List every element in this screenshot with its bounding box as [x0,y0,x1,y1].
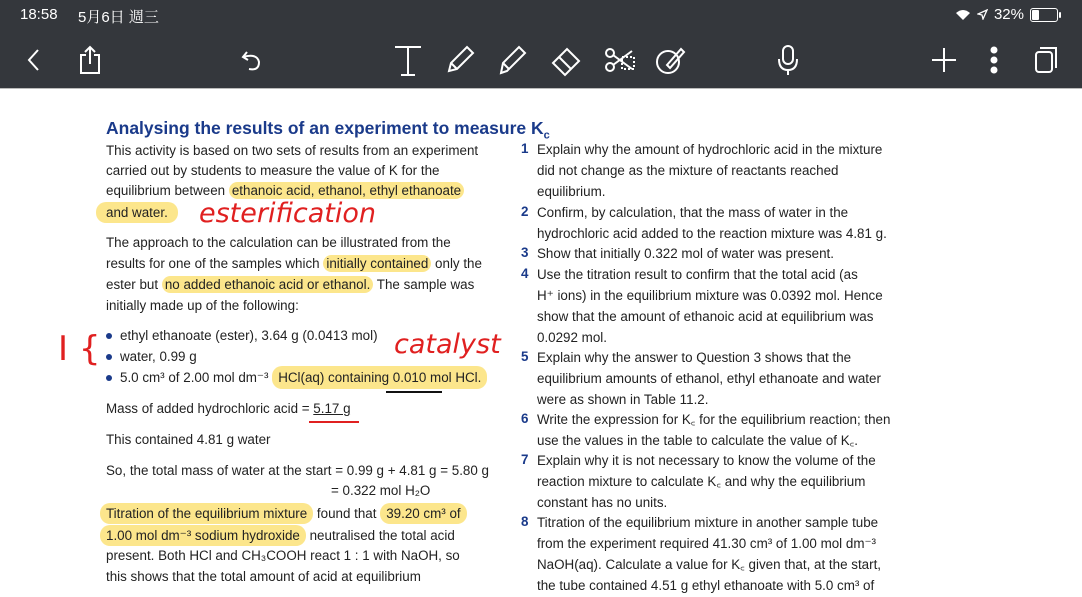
total-water-line: So, the total mass of water at the start = 0.99 g + 4.81 g = 5.80 g [106,463,489,478]
highlight-water: and water. [96,202,178,223]
question-number: 4 [521,266,529,281]
question-line: from the experiment required 41.30 cm³ of 1.00 mol dm⁻³ [537,536,877,551]
add-button[interactable] [924,40,964,80]
question-line: Explain why the answer to Question 3 shows that the [537,350,852,365]
more-vertical-icon [989,46,999,74]
bullet-item: 5.0 cm³ of 2.00 mol dm⁻³ HCl(aq) containing 0.010 mol HCl. [106,368,487,389]
pen-icon [443,43,477,77]
highlight-initially: initially contained [323,255,431,272]
mass-value: 5.17 g [313,401,351,416]
bullet-icon [106,375,112,381]
handwriting-bracket: I { [58,329,101,369]
question-line: NaOH(aq). Calculate a value for K꜀ given that, at the start, [537,557,882,572]
wifi-icon [955,9,971,21]
undo-button[interactable] [232,40,272,80]
question-number: 5 [521,349,529,364]
highlighter-icon [497,43,531,77]
highlighter-tool-button[interactable] [494,40,534,80]
question-line: Show that initially 0.322 mol of water was present. [537,246,834,261]
question-number: 3 [521,245,529,260]
question-line: constant has no units. [537,495,668,510]
question-line: use the values in the table to calculate the value of K꜀. [537,433,859,448]
para4-line2: 1.00 mol dm⁻³ sodium hydroxide neutralised the total acid [100,526,455,547]
pages-icon [1032,45,1060,75]
more-button[interactable] [974,40,1014,80]
eraser-icon [549,43,583,77]
pen-tool-button[interactable] [440,40,480,80]
status-time: 18:58 [20,6,58,23]
bullet-item: ethyl ethanoate (ester), 3.64 g (0.0413 mol) [106,326,378,347]
para1-line2: carried out by students to measure the value of K for the [106,163,440,178]
para4-line4: this shows that the total amount of acid at equilibrium [106,569,421,584]
undo-icon [239,47,265,73]
status-right [955,6,1058,23]
question-line: show that the amount of ethanoic acid at equilibrium was [537,309,874,324]
lasso-tool-button[interactable] [600,40,640,80]
highlight-naoh: 1.00 mol dm⁻³ sodium hydroxide [100,525,306,546]
question-line: equilibrium amounts of ethanol, ethyl ethanoate and water [537,371,881,386]
para2-line3: ester but no added ethanoic acid or ethanol. The sample was [106,277,475,292]
question-line: H⁺ ions) in the equilibrium mixture was 0.0392 mol. Hence [537,288,883,303]
pages-button[interactable] [1026,40,1066,80]
question-line: equilibrium. [537,184,606,199]
battery-icon [1030,8,1058,22]
para4-line3: present. Both HCl and CH₃COOH react 1 : 1 with NaOH, so [106,548,460,563]
question-line: Write the expression for K꜀ for the equilibrium reaction; then [537,412,891,427]
eraser-tool-button[interactable] [546,40,586,80]
status-bar [0,0,1082,28]
contained-line: This contained 4.81 g water [106,432,271,447]
question-line: were as shown in Table 11.2. [537,392,709,407]
question-number: 2 [521,204,529,219]
shapes-icon [653,43,687,77]
para4-line1: Titration of the equilibrium mixture found that 39.20 cm³ of [100,504,467,525]
handwriting-esterification: esterification [199,198,377,229]
handwriting-catalyst: catalyst [394,329,501,360]
highlight-titration: Titration of the equilibrium mixture [100,503,313,524]
para1-line3: equilibrium between ethanoic acid, ethanol, ethyl ethanoate [106,181,464,202]
share-button[interactable] [70,40,110,80]
question-line: reaction mixture to calculate K꜀ and why the equilibrium [537,474,866,489]
scissors-icon [602,43,638,77]
question-line: 0.0292 mol. [537,330,607,345]
question-number: 6 [521,411,529,426]
question-line: Use the titration result to confirm that the total acid (as [537,267,858,282]
status-date: 5月6日 週三 [78,9,159,26]
microphone-icon [775,43,801,77]
highlight-hcl: HCl(aq) containing 0.010 mol HCl. [272,366,487,389]
microphone-button[interactable] [768,40,808,80]
battery-percent: 32% [993,6,1024,23]
para1-line1: This activity is based on two sets of results from an experiment [106,143,479,158]
question-line: hydrochloric acid added to the reaction mixture was 4.81 g. [537,226,887,241]
question-line: Confirm, by calculation, that the mass of water in the [537,205,849,220]
para1-line4 [96,203,178,224]
text-icon [392,43,424,77]
highlight-reactants: ethanoic acid, ethanol, ethyl ethanoate [229,182,464,199]
question-line: Titration of the equilibrium mixture in another sample tube [537,515,879,530]
shapes-tool-button[interactable] [650,40,690,80]
question-line: the tube contained 4.51 g ethyl ethanoate with 5.0 cm³ of [537,578,875,593]
para2-line1: The approach to the calculation can be illustrated from the [106,235,451,250]
question-number: 8 [521,514,529,529]
ink-underline-hcl [386,391,442,393]
text-tool-button[interactable] [388,40,428,80]
bullet-icon [106,354,112,360]
para2-line4: initially made up of the following: [106,298,299,313]
question-number: 7 [521,452,529,467]
share-icon [77,45,103,75]
question-line: did not change as the mixture of reactants reached [537,163,839,178]
bullet-item: water, 0.99 g [106,347,197,368]
bullet-icon [106,333,112,339]
question-number: 1 [521,141,529,156]
highlight-no-added: no added ethanoic acid or ethanol. [162,276,373,293]
total-mol-line: = 0.322 mol H₂O [331,483,431,498]
question-line: Explain why it is not necessary to know the volume of the [537,453,876,468]
question-line: Explain why the amount of hydrochloric acid in the mixture [537,142,883,157]
para2-line2: results for one of the samples which initially contained only the [106,256,482,271]
chevron-left-icon [24,47,44,73]
ink-underline-mass [309,421,359,423]
location-icon [977,9,988,20]
back-button[interactable] [14,40,54,80]
plus-icon [930,46,958,74]
mass-line: Mass of added hydrochloric acid = 5.17 g [106,401,351,416]
page-title: Analysing the results of an experiment to measure $K_c$ [106,118,550,142]
highlight-volume: 39.20 cm³ of [380,503,466,524]
